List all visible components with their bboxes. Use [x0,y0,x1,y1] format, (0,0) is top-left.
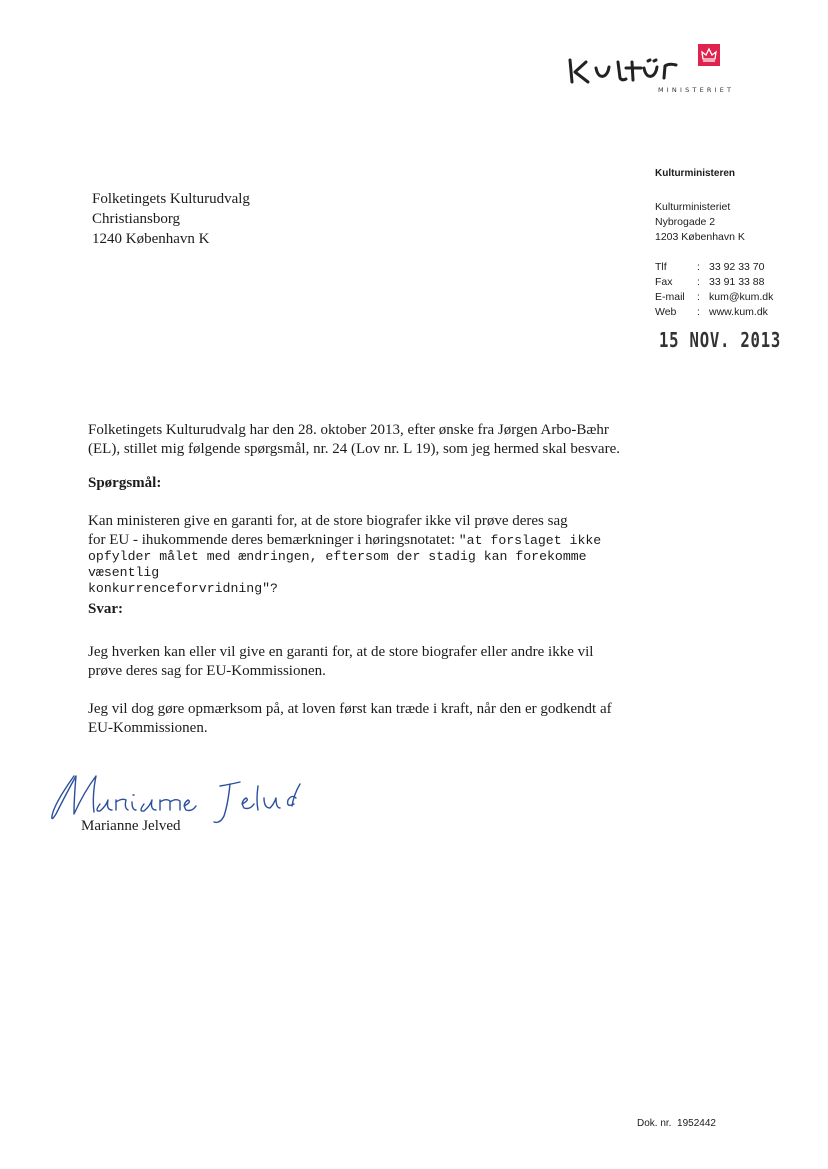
contact-separator: : [697,276,700,288]
answer-line: EU-Kommissionen. [88,719,208,736]
question-paragraph [88,512,658,597]
document-number-value: 1952442 [677,1118,716,1129]
ministry-logo [566,44,766,98]
sender-address-line: Kulturministeriet [655,201,731,213]
contact-row-web [655,305,773,320]
contact-separator: : [697,291,700,303]
sender-title: Kulturministeren [655,168,736,179]
contact-info [655,260,773,320]
contact-value: www.kum.dk [709,306,768,318]
intro-paragraph [88,421,658,458]
contact-value: 33 91 33 88 [709,276,765,288]
recipient-line: Folketingets Kulturudvalg [92,191,250,207]
contact-label: E-mail [655,291,685,303]
contact-label: Web [655,306,677,318]
intro-line: (EL), stillet mig følgende spørgsmål, nr. 24 (Lov nr. L 19), som jeg hermed skal besvare. [88,440,620,457]
question-line: Kan ministeren give en garanti for, at de store biografer ikke vil prøve deres sag [88,513,568,529]
logo-subtitle: MINISTERIET [658,86,735,94]
answer-heading: Svar: [88,601,123,617]
contact-label: Fax [655,276,673,288]
document-number [637,1118,716,1129]
date-stamp: 15 NOV. 2013 [659,328,782,352]
contact-label: Tlf [655,261,667,273]
question-quote-start: "at forslaget ikke [458,532,602,548]
contact-separator: : [697,261,700,273]
kultur-wordmark-logo [566,48,696,88]
contact-row-fax [655,275,773,290]
intro-line: Folketingets Kulturudvalg har den 28. oktober 2013, efter ønske fra Jørgen Arbo-Bæhr [88,422,609,438]
question-line-text: for EU - ihukommende deres bemærkninger i høringsnotatet: [88,531,459,548]
signatory-name: Marianne Jelved [81,818,181,834]
answer-line: Jeg vil dog gøre opmærksom på, at loven først kan træde i kraft, når den er godkendt af [88,701,612,717]
crown-emblem [698,44,720,66]
recipient-address [92,189,250,249]
contact-row-phone [655,260,773,275]
question-heading: Spørgsmål: [88,475,162,491]
answer-line: prøve deres sag for EU-Kommissionen. [88,662,326,679]
recipient-line: Christiansborg [92,211,181,227]
answer-paragraph-1 [88,643,658,680]
sender-address [655,200,745,245]
document-number-label: Dok. nr. [637,1118,672,1129]
contact-row-email [655,290,773,305]
contact-value: 33 92 33 70 [709,261,765,273]
answer-paragraph-2 [88,700,658,737]
crown-icon [698,44,720,66]
recipient-line: 1240 København K [92,231,210,247]
sender-address-line: 1203 København K [655,231,745,243]
sender-address-line: Nybrogade 2 [655,216,716,228]
question-quote-line: konkurrenceforvridning"? [88,581,278,596]
contact-separator: : [697,306,700,318]
answer-line: Jeg hverken kan eller vil give en garanti for, at de store biografer eller andre ikke vil [88,644,594,660]
question-line [88,531,658,550]
contact-value: kum@kum.dk [709,291,774,303]
question-quote-line: opfylder målet med ændringen, eftersom der stadig kan forekomme væsentlig [88,549,587,580]
